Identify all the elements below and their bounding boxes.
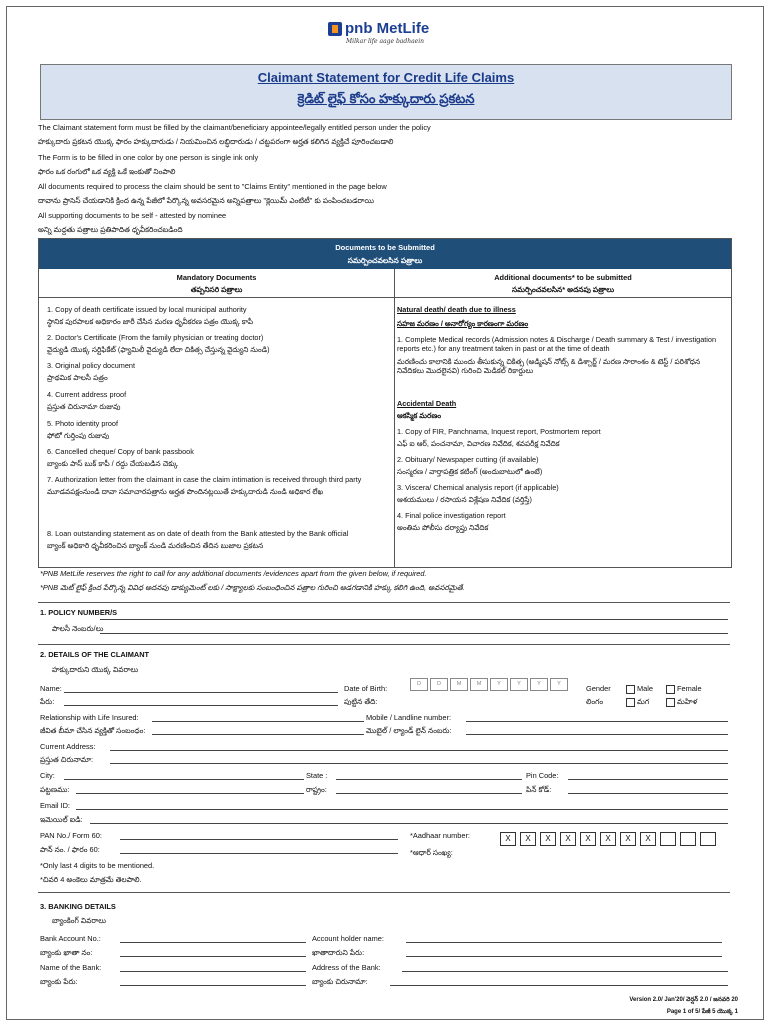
gender-female-option-te[interactable] <box>660 697 697 708</box>
bank-name-label: Name of the Bank: <box>40 963 102 972</box>
natural-death-title-te: సహజ మరణం / అనారోగ్యం కారణంగా మరణం <box>397 319 529 328</box>
accidental-item-3 <box>397 483 727 505</box>
natural-death-title: Natural death/ death due to illness <box>397 305 516 314</box>
female-checkbox[interactable] <box>666 685 675 694</box>
aadhaar-box-5[interactable]: X <box>580 832 596 846</box>
account-number-label: Bank Account No.: <box>40 934 101 943</box>
note-additional-docs-te: *PNB మెట్ లైఫ్ క్రింద పేర్కొన్న వివిధ అదనపు డాక్యుమెంట్ లకు / సాక్ష్యాలకు సంబంధించిన పత్రాల గురించి అడగడానికి హక్కు కలిగి ఉంది, అవసరమైతే. <box>40 583 465 592</box>
email-input-te[interactable] <box>90 823 728 824</box>
item-en: 1. Copy of death certificate issued by local municipal authority <box>47 305 247 314</box>
female-checkbox-te[interactable] <box>666 698 675 707</box>
item-te: సంస్మరణ / వార్తాపత్రిక కటింగ్ (అందుబాటులో ఉంటే) <box>397 467 543 477</box>
additional-title-te: సమర్పించవలసిన* అదనపు పత్రాలు <box>511 285 615 294</box>
pan-label: PAN No./ Form 60: <box>40 831 102 840</box>
aadhaar-box-2[interactable]: X <box>520 832 536 846</box>
footer-version: Version 2.0/ Jan'20/ వెర్షన్ 2.0 / జనవరి 20 <box>629 997 738 1003</box>
male-checkbox-te[interactable] <box>626 698 635 707</box>
aadhaar-box-6[interactable]: X <box>600 832 616 846</box>
bank-name-input-te[interactable] <box>120 985 306 986</box>
aadhaar-label: *Aadhaar number: <box>410 831 470 840</box>
male-checkbox[interactable] <box>626 685 635 694</box>
name-label: Name: <box>40 684 62 693</box>
dob-box-m2[interactable]: M <box>470 678 488 691</box>
bank-name-input[interactable] <box>120 971 306 972</box>
mandatory-item-5 <box>47 419 387 441</box>
mobile-input[interactable] <box>466 721 728 722</box>
section-divider <box>38 644 730 645</box>
state-label: State : <box>306 771 328 780</box>
dob-box-y4[interactable]: Y <box>550 678 568 691</box>
dob-box-m1[interactable]: M <box>450 678 468 691</box>
section-divider <box>38 602 730 603</box>
email-label-te: ఇమెయిల్ ఐడి: <box>40 815 83 824</box>
pan-input-te[interactable] <box>120 853 398 854</box>
dob-box-d2[interactable]: D <box>430 678 448 691</box>
dob-box-y2[interactable]: Y <box>510 678 528 691</box>
accidental-death-title: Accidental Death <box>397 399 457 408</box>
documents-column-headers <box>39 269 731 298</box>
documents-header-en: Documents to be Submitted <box>335 243 435 252</box>
mandatory-item-2 <box>47 333 387 355</box>
page-title: Claimant Statement for Credit Life Claims <box>257 70 515 85</box>
item-en: 2. Doctor's Certificate (From the family physician or treating doctor) <box>47 333 264 342</box>
item-te: ఆశయములు / రసాయన విశ్లేషణ నివేదిక (వర్తిస్తే) <box>397 495 532 505</box>
note-additional-docs: *PNB MetLife reserves the right to call for any additional documents /evidences apart from the given below, if required. <box>40 569 427 578</box>
mobile-label-te: మొబైల్ / ల్యాండ్ లైన్ నంబరు: <box>366 726 452 735</box>
email-label: Email ID: <box>40 801 70 810</box>
aadhaar-box-4[interactable]: X <box>560 832 576 846</box>
bank-address-label-te: బ్యాంకు చిరునామా: <box>312 977 368 986</box>
item-en: 4. Current address proof <box>47 390 127 399</box>
pnb-logo-icon <box>328 22 342 36</box>
mandatory-item-3 <box>47 361 387 383</box>
state-label-te: రాష్ట్రం: <box>306 785 327 794</box>
brand-logo <box>328 20 429 38</box>
account-number-label-te: బ్యాంకు ఖాతా నం: <box>40 948 93 957</box>
address-label: Current Address: <box>40 742 96 751</box>
mandatory-title-en: Mandatory Documents <box>176 273 257 282</box>
aadhaar-box-10[interactable] <box>680 832 696 846</box>
documents-table <box>38 238 732 568</box>
account-number-input-te[interactable] <box>120 956 306 957</box>
relationship-label-te: జీవిత బీమా చేసిన వ్యక్తితో సంబంధం: <box>40 726 146 735</box>
section-2-title-te: హక్కుదారుని యొక్క వివరాలు <box>52 665 139 674</box>
dob-box-y3[interactable]: Y <box>530 678 548 691</box>
pan-label-te: పాన్ నం. / ఫారం 60: <box>40 845 100 854</box>
account-holder-label-te: ఖాతాదారుని పేరు: <box>312 948 365 957</box>
mobile-label: Mobile / Landline number: <box>366 713 452 722</box>
name-label-te: పేరు: <box>40 697 55 706</box>
instruction-2: The Form is to be filled in one color by one person is single ink only <box>38 153 259 162</box>
item-en: 3. Original policy document <box>47 361 136 370</box>
aadhaar-box-7[interactable]: X <box>620 832 636 846</box>
item-te: ప్రాథమిక పాలసీ పత్రం <box>47 373 108 383</box>
aadhaar-note-te: *చివరి 4 అంకెలు మాత్రమే తెలపాలి. <box>40 875 142 884</box>
instruction-3: All documents required to process the claim should be sent to "Claims Entity" mentioned in the page below <box>38 182 387 191</box>
account-number-input[interactable] <box>120 942 306 943</box>
relationship-label: Relationship with Life Insured: <box>40 713 139 722</box>
name-input[interactable] <box>64 692 338 693</box>
aadhaar-label-te: *ఆధార్ సంఖ్య: <box>410 848 453 857</box>
city-input[interactable] <box>64 779 304 780</box>
item-te: స్థానిక పురపాలక అధికారం జారీ చేసిన మరణ ధృవీకరణ పత్రం యొక్క కాపీ <box>47 317 254 327</box>
state-input-te[interactable] <box>336 793 522 794</box>
item-en: 3. Viscera/ Chemical analysis report (if applicable) <box>397 483 559 492</box>
item-te: వైద్యుడి యొక్క సర్టిఫికేట్ (ఫ్యామిలీ వైద్యుడి లేదా చికిత్స చేస్తున్న వైద్యుని నుండి) <box>47 345 270 355</box>
gender-male-option[interactable] <box>620 684 653 694</box>
accidental-item-4 <box>397 511 727 533</box>
additional-title-en: Additional documents* to be submitted <box>494 273 632 282</box>
pincode-input[interactable] <box>568 779 728 780</box>
pincode-input-te[interactable] <box>568 793 728 794</box>
brand-tagline: Milkar life aage badhaein <box>346 38 424 45</box>
instruction-1: The Claimant statement form must be filled by the claimant/beneficiary appointee/legally entitled person under the policy <box>38 123 431 132</box>
item-en: 7. Authorization letter from the claimant in case the claim intimation is received through third party <box>47 475 362 484</box>
section-divider <box>38 892 730 893</box>
mandatory-item-7 <box>47 475 387 497</box>
bank-address-input[interactable] <box>402 971 728 972</box>
brand-name: pnb MetLife <box>345 20 430 38</box>
relationship-input[interactable] <box>152 721 364 722</box>
dob-box-d1[interactable]: D <box>410 678 428 691</box>
aadhaar-box-3[interactable]: X <box>540 832 556 846</box>
item-te: ప్రస్తుత చిరునామా రుజువు <box>47 402 121 412</box>
item-te: బ్యాంకు పాస్ బుక్ కాపీ / రద్దు చేయబడిన చెక్కు <box>47 459 178 469</box>
accidental-item-1 <box>397 427 727 449</box>
section-1-title-te: పాలసీ నెంబరు/లు <box>52 624 104 633</box>
mandatory-header <box>39 269 394 297</box>
mandatory-item-4 <box>47 390 387 412</box>
accidental-item-2 <box>397 455 727 477</box>
instruction-4-te: అన్ని మద్దతు పత్రాలు ప్రతిపాదిత ధృవీకరించబడింది <box>38 225 183 234</box>
gender-male-option-te[interactable] <box>620 697 649 708</box>
page-title-telugu: క్రెడిట్ లైఫ్ కోసం హక్కుదారు ప్రకటన <box>297 91 475 106</box>
bank-address-input-te[interactable] <box>390 985 728 986</box>
instruction-2-te: ఫారం ఒక రంగులో ఒక వ్యక్తి ఒకే ఇంకుతో నింపాలి <box>38 167 176 176</box>
item-en: 6. Cancelled cheque/ Copy of bank passbook <box>47 447 194 456</box>
address-input-te[interactable] <box>110 763 728 764</box>
item-te: ఎఫ్ ఐ ఆర్, పంచనామా, విచారణ నివేదిక, శవపరీక్ష నివేదిక <box>397 439 560 449</box>
section-2-title: 2. DETAILS OF THE CLAIMANT <box>40 650 150 659</box>
gender-label: Gender <box>586 684 611 693</box>
bank-address-label: Address of the Bank: <box>312 963 381 972</box>
item-en: 2. Obituary/ Newspaper cutting (if available) <box>397 455 539 464</box>
pincode-label: Pin Code: <box>526 771 559 780</box>
email-input[interactable] <box>76 809 728 810</box>
name-input-te[interactable] <box>64 705 338 706</box>
dob-label: Date of Birth: <box>344 684 388 693</box>
state-input[interactable] <box>336 779 522 780</box>
city-input-te[interactable] <box>76 793 304 794</box>
column-divider <box>394 269 395 567</box>
gender-female-option[interactable] <box>660 684 702 694</box>
policy-number-input-line2[interactable] <box>100 633 728 634</box>
item-te: ఫోటో గుర్తింపు రుజువు <box>47 431 110 441</box>
city-label: City: <box>40 771 55 780</box>
gender-label-te: లింగం <box>586 697 604 706</box>
relationship-input-te[interactable] <box>152 734 364 735</box>
male-label: Male <box>637 684 654 693</box>
instruction-4: All supporting documents to be self - attested by nominee <box>38 211 227 220</box>
additional-header <box>395 269 731 297</box>
pincode-label-te: పిన్ కోడ్: <box>526 785 552 794</box>
mandatory-item-8 <box>47 529 387 551</box>
aadhaar-box-8[interactable]: X <box>640 832 656 846</box>
section-1-title: 1. POLICY NUMBER/S <box>40 608 118 617</box>
documents-header <box>39 239 731 269</box>
address-label-te: ప్రస్తుత చిరునామా: <box>40 755 94 764</box>
natural-item-1 <box>397 335 725 376</box>
bank-name-label-te: బ్యాంకు పేరు: <box>40 977 78 986</box>
account-holder-label: Account holder name: <box>312 934 384 943</box>
instruction-3-te: దావాను ప్రాసెస్ చేయడానికి క్రింద ఉన్న పేజీలో పేర్కొన్న అవసరమైన అన్నిపత్రాలు "క్లెయిమ్ ఎంటిటీ" కు పంపించబడరాయి <box>38 196 374 205</box>
item-en: 5. Photo identity proof <box>47 419 118 428</box>
account-holder-input-te[interactable] <box>406 956 722 957</box>
accidental-death-title-te: ఆకస్మిక మరణం <box>397 411 442 420</box>
item-en: 1. Copy of FIR, Panchnama, Inquest report, Postmortem report <box>397 427 601 436</box>
mandatory-item-1 <box>47 305 387 327</box>
mandatory-title-te: తప్పనిసరి పత్రాలు <box>190 285 243 294</box>
male-label-te: మగ <box>637 697 650 706</box>
item-en: 4. Final police investigation report <box>397 511 506 520</box>
aadhaar-box-1[interactable]: X <box>500 832 516 846</box>
address-input[interactable] <box>110 750 728 751</box>
item-te: మరణించు కాలానికి ముందు తీసుకున్న చికిత్స (అడ్మిషన్ నోట్స్ & డిశ్చార్జ్ / మరణ సారాంశం & టెస్ట్ / పరిశోధన నివేదికలు మొదలైనవి) గురించి మెడికల్ రికార్డులు <box>397 356 701 376</box>
section-3-title-te: బ్యాంకింగ్ వివరాలు <box>52 916 107 925</box>
aadhaar-box-11[interactable] <box>700 832 716 846</box>
instruction-1-te: హక్కుదారు ప్రకటన యొక్క ఫారం హక్కుదారుడు / నియమించిన లబ్ధిదారుడు / చట్టపరంగా అర్హత కలిగిన వ్యక్తిచే పూరించబడాలి <box>38 137 394 146</box>
item-te: బ్యాంక్ అధికారి ధృవీకరించిన బ్యాంక్ నుండి మరణించిన తేదిన బుజాల ప్రకటన <box>47 541 264 551</box>
female-label: Female <box>677 684 702 693</box>
aadhaar-note: *Only last 4 digits to be mentioned. <box>40 861 155 870</box>
mobile-input-te[interactable] <box>466 734 728 735</box>
item-en: 8. Loan outstanding statement as on date of death from the Bank attested by the Bank official <box>47 529 349 538</box>
documents-header-te: సమర్పించవలసిన పత్రాలు <box>347 256 423 265</box>
section-3-title: 3. BANKING DETAILS <box>40 902 116 911</box>
title-box <box>40 64 732 120</box>
pan-input[interactable] <box>120 839 398 840</box>
item-te: అంతిమ పోలీసు దర్యాప్తు నివేదిక <box>397 523 489 533</box>
policy-number-input[interactable] <box>100 619 728 620</box>
aadhaar-box-9[interactable] <box>660 832 676 846</box>
item-te: మూడవపక్షంనుండి దావా సమాచారపత్రాను అర్హత పొందినట్లయితే హక్కుదారుడి నుండి అధికార లేఖ <box>47 487 324 497</box>
city-label-te: పట్టణము: <box>40 785 70 794</box>
item-en: 1. Complete Medical records (Admission notes & Discharge / Death summary & Test / investigation reports etc.) for any treatment taken in past or at the time of death <box>397 335 717 354</box>
dob-box-y1[interactable]: Y <box>490 678 508 691</box>
account-holder-input[interactable] <box>406 942 722 943</box>
footer-page: Page 1 of 5/ పేజీ 5 యొక్క 1 <box>666 1009 738 1015</box>
dob-label-te: పుట్టిన తేది: <box>344 697 378 706</box>
female-label-te: మహిళ <box>677 697 698 706</box>
mandatory-item-6 <box>47 447 387 469</box>
